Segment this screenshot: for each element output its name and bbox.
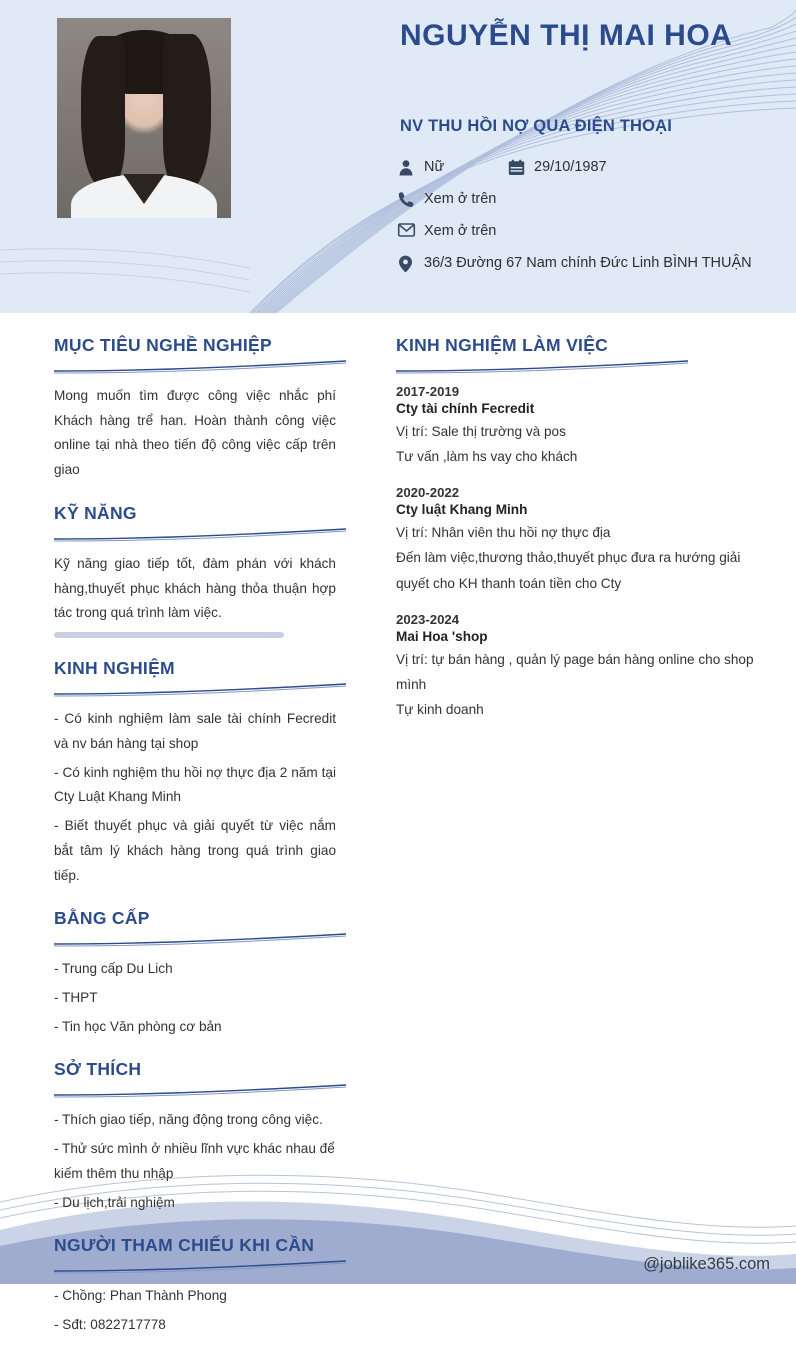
section-title-degree: BẰNG CẤP xyxy=(54,908,150,929)
candidate-job-title: NV THU HỒI NỢ QUA ĐIỆN THOẠI xyxy=(400,117,673,135)
skill-level-bar xyxy=(54,632,284,638)
location-pin-icon xyxy=(398,254,424,273)
section-title-objective: MỤC TIÊU NGHỀ NGHIỆP xyxy=(54,335,272,355)
section-underline xyxy=(54,528,336,542)
mail-icon xyxy=(398,222,424,237)
skills-text: Kỹ năng giao tiếp tốt, đàm phán với khách hàng,thuyết phục khách hàng thỏa thuận hợp tác trong quá trình làm việc. xyxy=(54,555,336,621)
watermark: @joblike365.com xyxy=(643,1255,770,1273)
section-underline xyxy=(54,1260,336,1274)
list-item: - Thích giao tiếp, năng động trong công việc. xyxy=(54,1112,323,1128)
right-column xyxy=(350,335,796,1358)
work-company: Cty luật Khang Minh xyxy=(396,502,528,518)
section-degree xyxy=(54,908,336,1039)
contact-row-email xyxy=(398,222,768,244)
left-column xyxy=(0,335,350,1358)
list-item: - Trung cấp Du Lich xyxy=(54,961,173,977)
section-title-reference: NGƯỜI THAM CHIẾU KHI CẦN xyxy=(54,1235,315,1256)
person-icon xyxy=(398,158,424,178)
section-skills xyxy=(54,503,336,638)
contact-row-phone xyxy=(398,190,768,212)
work-company: Mai Hoa 'shop xyxy=(396,628,488,644)
work-company: Cty tài chính Fecredit xyxy=(396,401,535,416)
section-title-experience: KINH NGHIỆM xyxy=(54,658,175,679)
list-item: - Du lịch,trải nghiệm xyxy=(54,1194,175,1210)
work-detail: Vị trí: tự bán hàng , quản lý page bán hàng online cho shop mình xyxy=(396,651,754,692)
work-years: 2023-2024 xyxy=(396,611,460,627)
contact-phone: Xem ở trên xyxy=(424,191,497,207)
contact-list xyxy=(398,158,768,286)
list-item: - Sđt: 0822717778 xyxy=(54,1317,166,1333)
avatar-hair-right xyxy=(163,34,211,189)
section-hobby xyxy=(54,1059,336,1215)
list-item xyxy=(396,384,766,469)
list-item: - Thử sức mình ở nhiều lĩnh vực khác nhau để kiếm thêm thu nhập xyxy=(54,1141,335,1181)
phone-icon xyxy=(398,190,424,208)
section-work-experience xyxy=(396,335,766,722)
section-underline xyxy=(54,360,336,374)
cv-header xyxy=(0,0,796,313)
work-detail: Vị trí: Nhân viên thu hồi nợ thực địa xyxy=(396,525,611,541)
list-item: - THPT xyxy=(54,990,98,1006)
avatar xyxy=(57,18,231,218)
list-item: - Có kinh nghiệm thu hồi nợ thực địa 2 năm tại Cty Luật Khang Minh xyxy=(54,764,336,805)
work-detail: Đến làm việc,thương thảo,thuyết phục đưa ra hướng giải quyết cho KH thanh toán tiền cho Cty xyxy=(396,550,741,591)
list-item: - Biết thuyết phục và giải quyết từ việc nắm bắt tâm lý khách hàng trong quá trình giao tiếp. xyxy=(54,818,336,883)
contact-row-gender-birthday xyxy=(398,158,768,180)
section-reference xyxy=(54,1235,336,1337)
section-title-work-experience: KINH NGHIỆM LÀM VIỆC xyxy=(396,335,609,355)
list-item: - Tin học Văn phòng cơ bản xyxy=(54,1018,222,1034)
cv-body xyxy=(0,313,796,1358)
work-detail: Tư vấn ,làm hs vay cho khách xyxy=(396,449,578,465)
work-detail: Vị trí: Sale thị trường và pos xyxy=(396,424,566,439)
list-item xyxy=(396,485,766,595)
list-item xyxy=(396,612,766,722)
objective-text: Mong muốn tìm được công việc nhắc phí Khách hàng trể han. Hoàn thành công việc online tại nhà theo tiến độ công việc cấp trên giao xyxy=(54,388,336,478)
section-experience-summary xyxy=(54,658,336,888)
candidate-name: NGUYỄN THỊ MAI HOA xyxy=(400,19,733,52)
list-item: - Có kinh nghiệm làm sale tài chính Fecredit và nv bán hàng tại shop xyxy=(54,711,336,751)
work-years: 2017-2019 xyxy=(396,384,460,399)
work-years: 2020-2022 xyxy=(396,485,460,501)
calendar-icon xyxy=(508,158,534,178)
section-underline xyxy=(396,360,766,374)
section-objective xyxy=(54,335,336,483)
contact-row-address xyxy=(398,254,768,276)
list-item: - Chồng: Phan Thành Phong xyxy=(54,1288,227,1304)
section-underline xyxy=(54,683,336,697)
section-title-hobby: SỞ THÍCH xyxy=(54,1059,142,1080)
section-title-skills: KỸ NĂNG xyxy=(54,502,137,523)
contact-address: 36/3 Đường 67 Nam chính Đức Linh BÌNH THUẬN xyxy=(424,255,752,271)
contact-gender: Nữ xyxy=(424,159,445,175)
section-underline xyxy=(54,1084,336,1098)
contact-birthday: 29/10/1987 xyxy=(534,159,607,175)
work-detail: Tự kinh doanh xyxy=(396,701,484,717)
avatar-hair-left xyxy=(81,36,125,186)
section-underline xyxy=(54,933,336,947)
contact-email: Xem ở trên xyxy=(424,223,497,239)
